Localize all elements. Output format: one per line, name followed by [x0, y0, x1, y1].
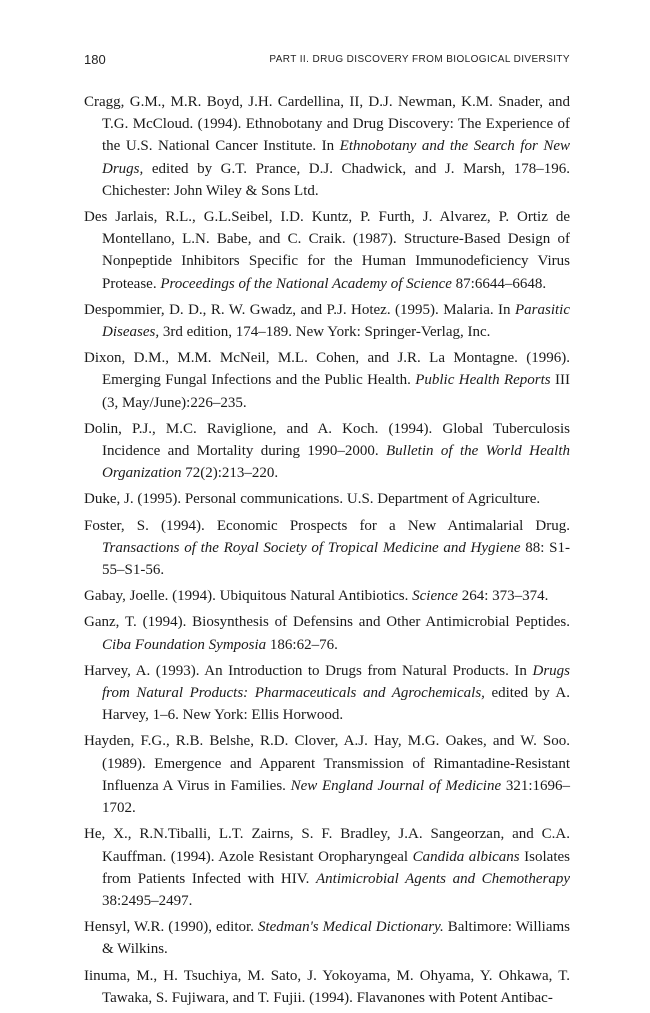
- reference-entry: He, X., R.N.Tiballi, L.T. Zairns, S. F. Bradley, J.A. Sangeorzan, and C.A. Kauffman. (1994). Azole Resistant Oropharyngeal Candida albicans Isolates from Patients Infected with HIV. Antimicrobial Agents and Chemotherapy 38:2495–2497.: [84, 826, 571, 909]
- reference-entry: Dixon, D.M., M.M. McNeil, M.L. Cohen, and J.R. La Montagne. (1996). Emerging Fungal Infections and the Public Health. Public Health Reports III (3, May/June):226–235.: [84, 350, 570, 411]
- reference-entry: Cragg, G.M., M.R. Boyd, J.H. Cardellina, II, D.J. Newman, K.M. Snader, and T.G. McCloud. (1994). Ethnobotany and Drug Discovery: The Experience of the U.S. National Cancer Institute. In Ethnobotany and the Search for New Drugs, edited by G.T. Prance, D.J. Chadwick, and J. Marsh, 178–196. Chichester: John Wiley & Sons Ltd.: [84, 94, 571, 199]
- reference-entry: Ganz, T. (1994). Biosynthesis of Defensins and Other Antimicrobial Peptides. Ciba Foundation Symposia 186:62–76.: [84, 614, 570, 653]
- reference-entry: Harvey, A. (1993). An Introduction to Drugs from Natural Products. In Drugs from Natural Products: Pharmaceuticals and Agrochemicals, edited by A. Harvey, 1–6. New York: Ellis Horwood.: [84, 662, 571, 724]
- reference-entry: Des Jarlais, R.L., G.L.Seibel, I.D. Kuntz, P. Furth, J. Alvarez, P. Ortiz de Montellano, L.N. Babe, and C. Craik. (1987). Structure-Based Design of Nonpeptide Inhibitors Specific for the Human Immunodeficiency Virus Protease. Proceedings of the National Academy of Science 87:6644–6648.: [84, 209, 570, 292]
- reference-entry: Dolin, P.J., M.C. Raviglione, and A. Koch. (1994). Global Tuberculosis Incidence and Mortality during 1990–2000. Bulletin of the World Health Organization 72(2):213–220.: [84, 420, 571, 482]
- reference-entry: Iinuma, M., H. Tsuchiya, M. Sato, J. Yokoyama, M. Ohyama, Y. Ohkawa, T. Tawaka, S. Fujiwara, and T. Fujii. (1994). Flavanones with Potent Antibac-: [84, 967, 570, 1006]
- reference-entry: Foster, S. (1994). Economic Prospects for a New Antimalarial Drug. Transactions of the Royal Society of Tropical Medicine and Hygiene 88: S1-55–S1-56.: [84, 517, 570, 579]
- running-title: PART II. DRUG DISCOVERY FROM BIOLOGICAL DIVERSITY: [269, 54, 570, 65]
- page-number: 180: [84, 52, 106, 67]
- reference-entry: Duke, J. (1995). Personal communications. U.S. Department of Agriculture.: [84, 491, 541, 508]
- running-header: [84, 52, 570, 72]
- reference-entry: Hensyl, W.R. (1990), editor. Stedman's Medical Dictionary. Baltimore: Williams & Wilkins.: [84, 919, 570, 958]
- reference-list: [84, 91, 570, 1013]
- reference-entry: Despommier, D. D., R. W. Gwadz, and P.J. Hotez. (1995). Malaria. In Parasitic Diseases, 3rd edition, 174–189. New York: Springer-Verlag, Inc.: [84, 301, 570, 341]
- reference-entry: Hayden, F.G., R.B. Belshe, R.D. Clover, A.J. Hay, M.G. Oakes, and W. Soo. (1989). Emergence and Apparent Transmission of Rimantadine-Resistant Influenza A Virus in Families. New England Journal of Medicine 321:1696–1702.: [84, 733, 570, 817]
- reference-entry: Gabay, Joelle. (1994). Ubiquitous Natural Antibiotics. Science 264: 373–374.: [84, 588, 549, 605]
